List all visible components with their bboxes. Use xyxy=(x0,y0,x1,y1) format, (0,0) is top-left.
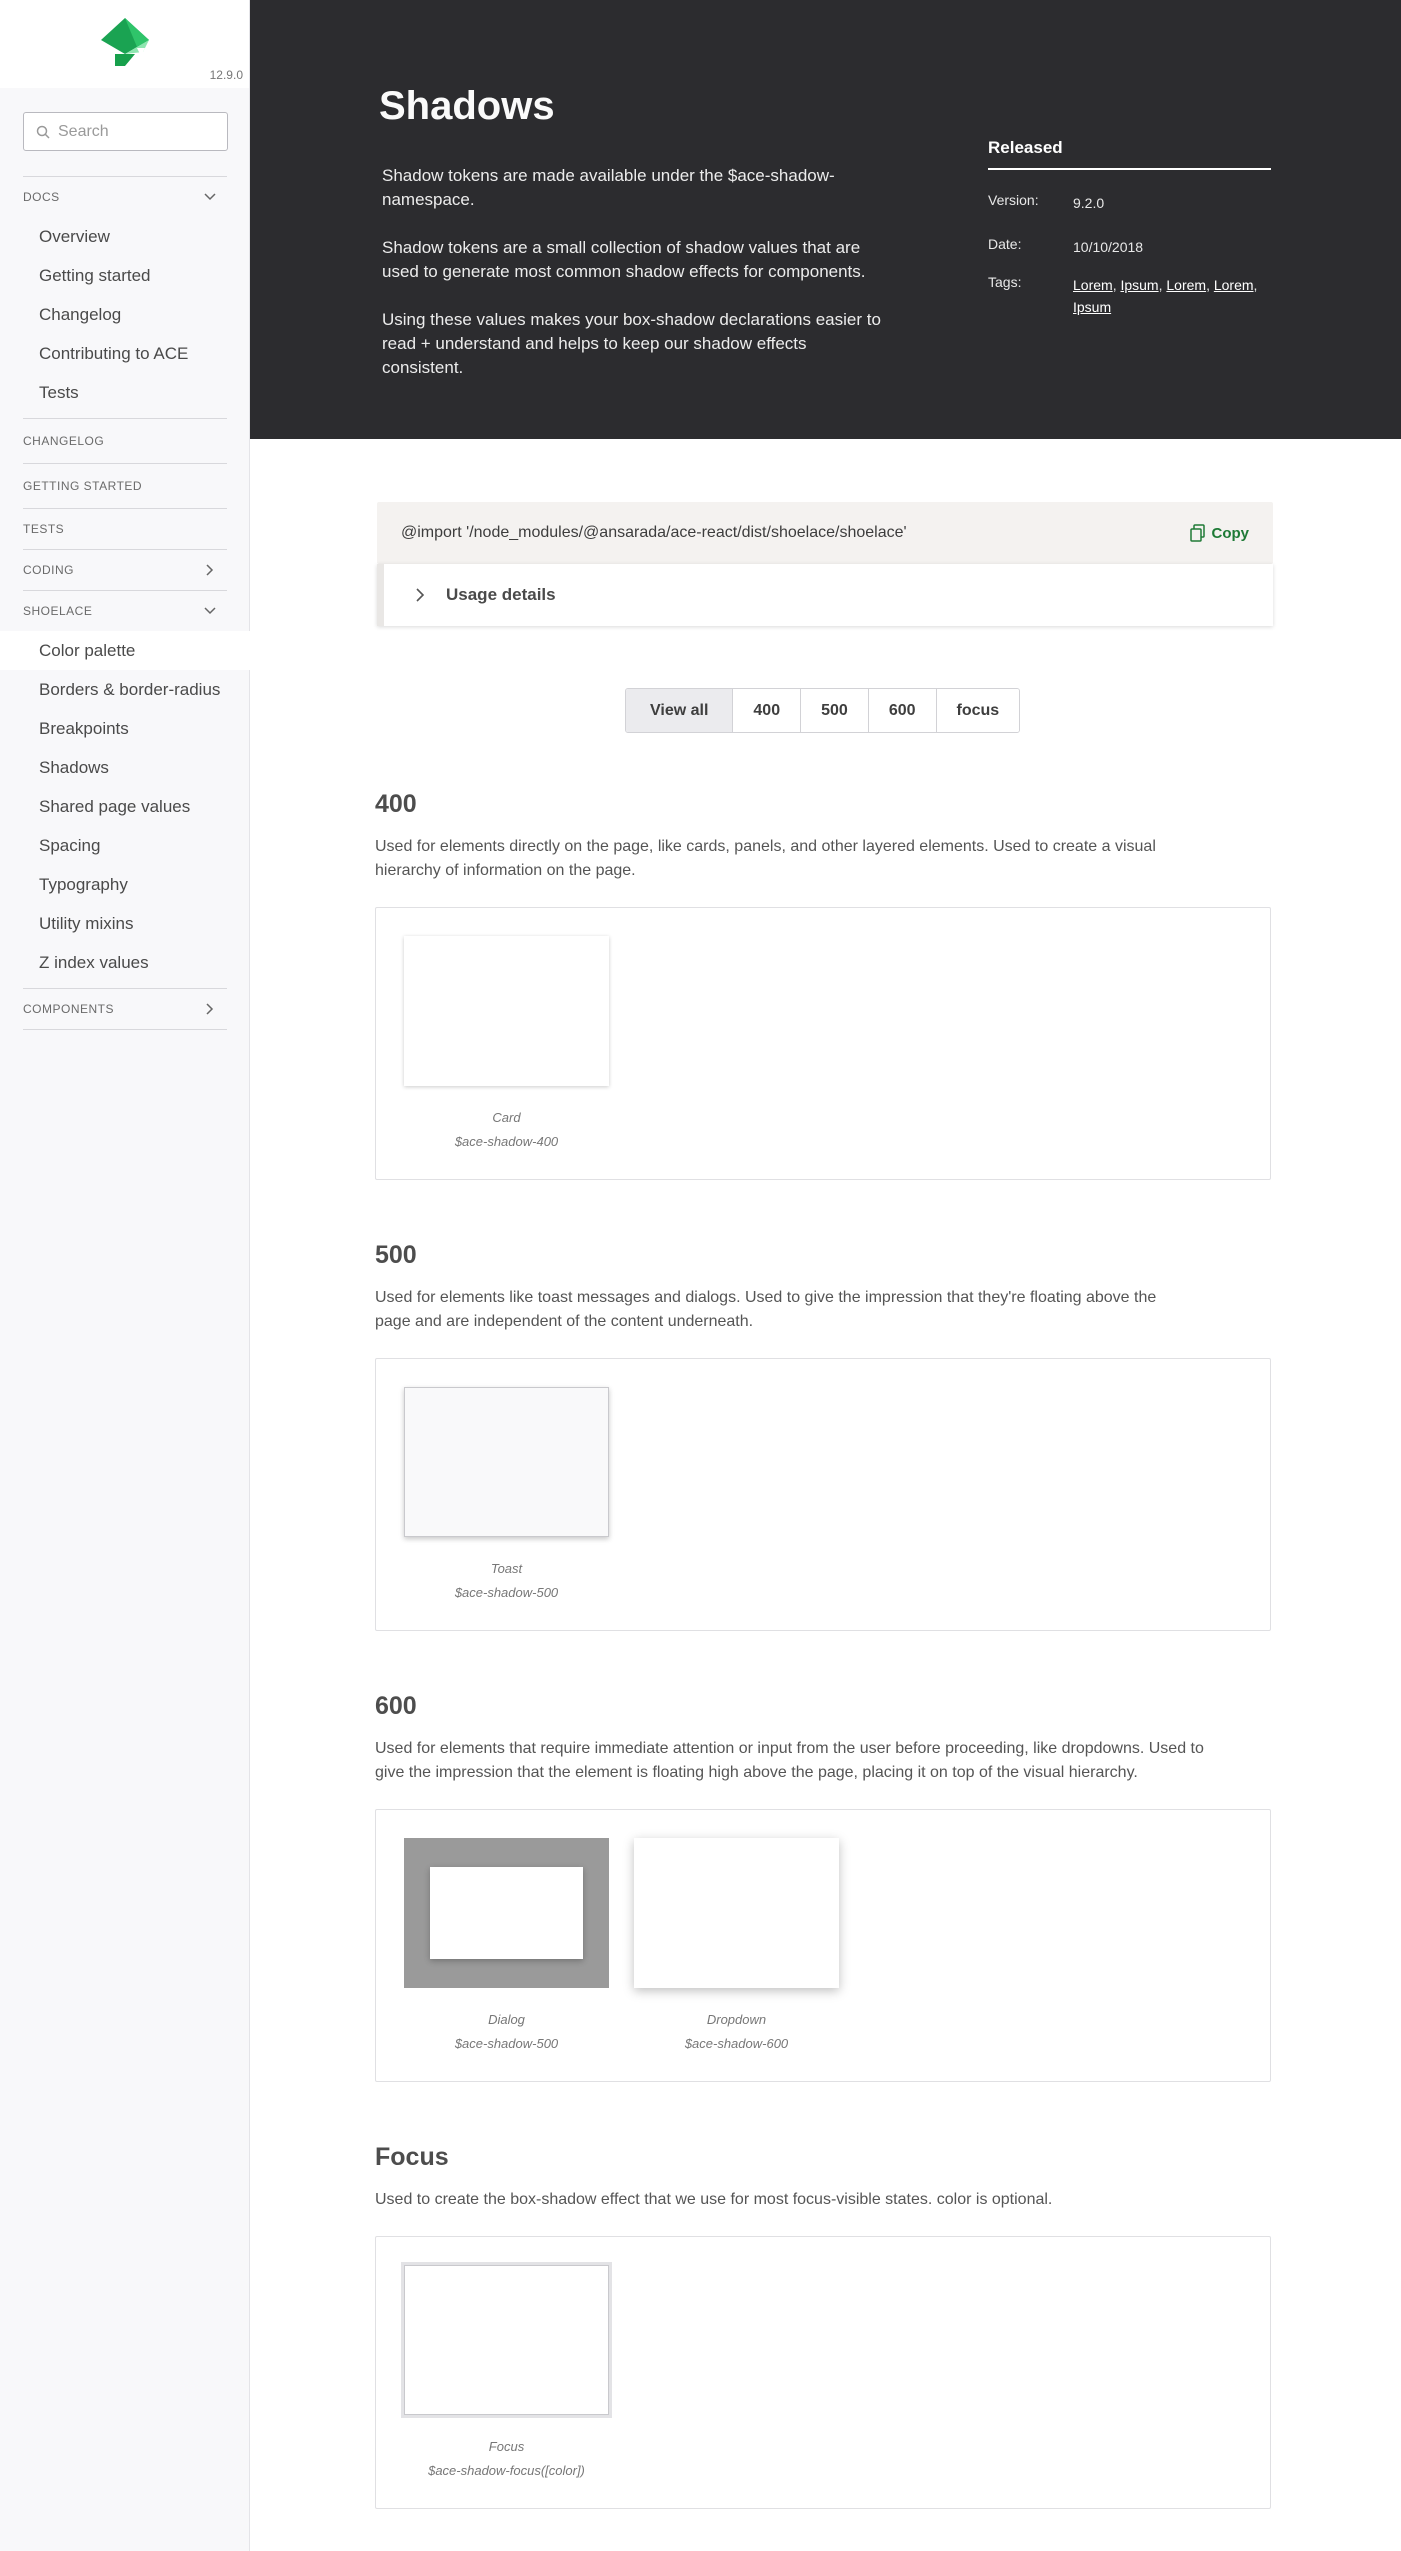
description-paragraph: Shadow tokens are a small collection of shadow values that are used to generate most common shadow effects for components. xyxy=(382,238,866,281)
nav-section-label: DOCS xyxy=(23,190,60,204)
tags-list: Lorem, Ipsum, Lorem, Lorem, Ipsum xyxy=(1073,277,1258,315)
toast-example xyxy=(404,1387,609,1537)
nav-section-getting-started-link[interactable] xyxy=(23,464,227,508)
dialog-box xyxy=(430,1867,583,1959)
dropdown-example xyxy=(634,1838,839,1988)
nav-section-docs xyxy=(23,176,227,418)
tags-key: Tags: xyxy=(988,274,1022,290)
date-value: 10/10/2018 xyxy=(1073,239,1144,255)
example-token: $ace-shadow-focus([color]) xyxy=(428,2463,585,2478)
filter-400[interactable]: 400 xyxy=(733,689,801,732)
sidebar-item-breakpoints[interactable]: Breakpoints xyxy=(39,718,129,738)
example-name: Focus xyxy=(488,2439,525,2454)
section-title-500: 500 xyxy=(375,1241,417,1269)
section-desc-500: Used for elements like toast messages and dialogs. Used to give the impression that they're floating above the page and are independent of the content underneath. xyxy=(375,1289,1157,1330)
example-panel-600 xyxy=(375,1809,1271,2082)
sidebar-item-color-palette[interactable]: Color palette xyxy=(0,631,250,670)
description-paragraph: Using these values makes your box-shadow declarations easier to read + understand and helps to keep our shadow effects consistent. xyxy=(382,310,881,377)
example-name: Dialog xyxy=(488,2012,525,2027)
nav-section-label: GETTING STARTED xyxy=(23,479,143,493)
page-header xyxy=(250,0,1401,439)
sidebar-item-shared-page-values[interactable]: Shared page values xyxy=(39,796,191,816)
tag-link[interactable]: Lorem xyxy=(1073,277,1113,293)
nav-section-coding xyxy=(23,549,227,590)
example-caption xyxy=(634,2008,839,2056)
version-label: 12.9.0 xyxy=(209,68,243,82)
tag-link[interactable]: Lorem xyxy=(1213,277,1254,293)
filter-500[interactable]: 500 xyxy=(801,689,869,732)
page-description xyxy=(382,164,882,404)
release-info xyxy=(988,138,1271,318)
section-title-600: 600 xyxy=(375,1692,417,1720)
import-code: @import '/node_modules/@ansarada/ace-react/dist/shoelace/shoelace' xyxy=(401,524,907,541)
release-title: Released xyxy=(988,138,1271,170)
nav-section-label: SHOELACE xyxy=(23,604,93,618)
sidebar-nav xyxy=(0,176,250,1030)
nav-section-getting-started xyxy=(23,463,227,508)
sidebar-item-changelog[interactable]: Changelog xyxy=(39,304,122,324)
section-desc-focus: Used to create the box-shadow effect that we use for most focus-visible states. color is optional. xyxy=(375,2191,1053,2208)
sidebar-item-shadows[interactable]: Shadows xyxy=(39,757,109,777)
nav-section-components xyxy=(23,988,227,1030)
filter-focus[interactable]: focus xyxy=(937,689,1020,732)
example-token: $ace-shadow-600 xyxy=(684,2036,789,2051)
tag-link[interactable]: Ipsum xyxy=(1120,277,1159,293)
example-caption xyxy=(404,2435,609,2483)
version-value: 9.2.0 xyxy=(1073,195,1105,211)
example-panel-400 xyxy=(375,907,1271,1180)
section-desc-400: Used for elements directly on the page, like cards, panels, and other layered elements. Used to create a visual hierarchy of information on the page. xyxy=(375,838,1156,879)
logo-icon[interactable] xyxy=(97,18,153,70)
nav-section-docs-toggle[interactable] xyxy=(23,177,227,217)
chevron-right-icon xyxy=(414,587,426,603)
section-title-400: 400 xyxy=(375,790,417,818)
release-version-row xyxy=(988,192,1271,214)
copy-label: Copy xyxy=(1211,524,1249,542)
nav-section-tests-link[interactable] xyxy=(23,509,227,549)
release-tags-row xyxy=(988,274,1271,318)
example-caption xyxy=(404,1106,609,1154)
example-token: $ace-shadow-500 xyxy=(454,1585,559,1600)
sidebar-item-utility-mixins[interactable]: Utility mixins xyxy=(39,913,134,933)
date-key: Date: xyxy=(988,236,1022,252)
nav-section-tests xyxy=(23,508,227,549)
sidebar-item-spacing[interactable]: Spacing xyxy=(39,835,101,855)
focus-example xyxy=(404,2265,609,2415)
section-desc-600: Used for elements that require immediate attention or input from the user before proceeding, like dropdowns. Used to give the impression that the element is floating high above the page, placing it on top of the visual hierarchy. xyxy=(375,1740,1204,1781)
nav-section-shoelace-toggle[interactable] xyxy=(23,591,227,631)
sidebar xyxy=(0,0,250,2551)
sidebar-item-tests[interactable]: Tests xyxy=(39,382,79,402)
example-caption xyxy=(404,2008,609,2056)
sidebar-item-typography[interactable]: Typography xyxy=(39,874,128,894)
filter-600[interactable]: 600 xyxy=(869,689,937,732)
example-panel-focus xyxy=(375,2236,1271,2509)
example-name: Card xyxy=(492,1110,521,1125)
nav-section-coding-toggle[interactable] xyxy=(23,550,227,590)
search-input[interactable] xyxy=(58,123,218,141)
logo-area xyxy=(0,0,249,88)
example-token: $ace-shadow-500 xyxy=(454,2036,559,2051)
nav-section-changelog xyxy=(23,418,227,463)
version-key: Version: xyxy=(988,192,1039,208)
sidebar-item-contributing[interactable]: Contributing to ACE xyxy=(39,343,189,363)
example-name: Dropdown xyxy=(706,2012,767,2027)
nav-section-label: TESTS xyxy=(23,522,65,536)
copy-icon xyxy=(1190,524,1206,542)
nav-section-components-toggle[interactable] xyxy=(23,989,227,1029)
search-icon xyxy=(36,125,50,139)
dialog-example xyxy=(404,1838,609,1988)
card-example xyxy=(404,936,609,1086)
example-caption xyxy=(404,1557,609,1605)
chevron-down-icon xyxy=(203,190,217,204)
usage-details-label: Usage details xyxy=(446,585,556,604)
example-name: Toast xyxy=(490,1561,523,1576)
tag-link[interactable]: Lorem xyxy=(1166,277,1207,293)
page-title: Shadows xyxy=(379,84,555,128)
sidebar-item-borders[interactable]: Borders & border-radius xyxy=(39,679,221,699)
section-title-focus: Focus xyxy=(375,2143,449,2171)
sidebar-item-getting-started[interactable]: Getting started xyxy=(39,265,151,285)
tag-link[interactable]: Ipsum xyxy=(1073,299,1112,315)
nav-section-label: COMPONENTS xyxy=(23,1002,115,1016)
chevron-down-icon xyxy=(203,604,217,618)
filter-view-all[interactable]: View all xyxy=(626,689,733,732)
example-panel-500 xyxy=(375,1358,1271,1631)
description-paragraph: Shadow tokens are made available under the $ace-shadow- namespace. xyxy=(382,166,835,209)
usage-details-toggle[interactable] xyxy=(377,564,1273,626)
nav-section-label: CODING xyxy=(23,563,74,577)
nav-section-label: CHANGELOG xyxy=(23,434,105,448)
nav-section-shoelace xyxy=(23,590,227,988)
release-date-row xyxy=(988,236,1271,258)
sidebar-item-overview[interactable]: Overview xyxy=(39,226,110,246)
chevron-right-icon xyxy=(203,563,217,577)
filter-tabs xyxy=(625,688,1020,733)
copy-button[interactable] xyxy=(1190,524,1250,542)
search-box[interactable] xyxy=(23,112,228,151)
sidebar-item-z-index[interactable]: Z index values xyxy=(39,952,149,972)
chevron-right-icon xyxy=(203,1002,217,1016)
example-token: $ace-shadow-400 xyxy=(454,1134,559,1149)
nav-section-changelog-link[interactable] xyxy=(23,419,227,463)
import-code-box xyxy=(377,502,1273,564)
